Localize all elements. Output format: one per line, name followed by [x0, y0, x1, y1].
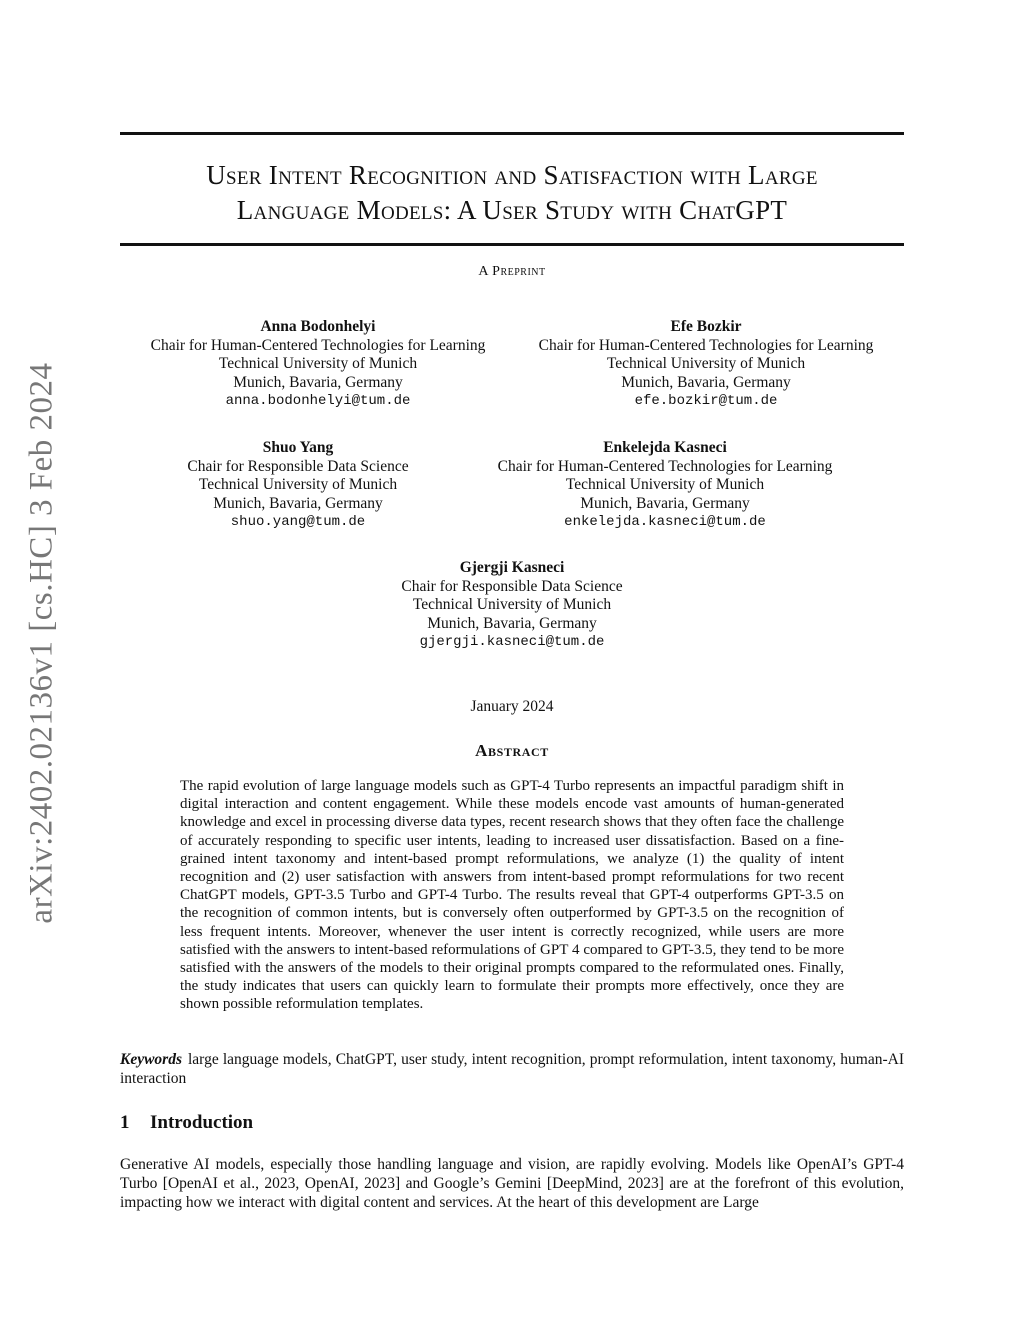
author-email: shuo.yang@tum.de — [230, 514, 366, 530]
author-affiliation: Chair for Human-Centered Technologies for Learning — [150, 336, 486, 354]
author-institution: Technical University of Munich — [412, 596, 612, 613]
author-location: Munich, Bavaria, Germany — [427, 614, 597, 632]
author-name: Shuo Yang — [262, 439, 334, 456]
author-location: Munich, Bavaria, Germany — [213, 494, 383, 512]
author-location: Munich, Bavaria, Germany — [580, 494, 750, 512]
author-institution: Technical University of Munich — [198, 476, 398, 493]
author-email: gjergji.kasneci@tum.de — [419, 634, 605, 650]
author-name: Anna Bodonhelyi — [260, 318, 376, 335]
keywords-text: large language models, ChatGPT, user study, intent recognition, prompt reformulation, intent taxonomy, human-AI interaction — [120, 1051, 904, 1087]
author-location: Munich, Bavaria, Germany — [621, 373, 791, 391]
introduction-text: Generative AI models, especially those handling language and vision, are rapidly evolving. Models like OpenAI’s GPT-4 Turbo [OpenAI et al., 2023, OpenAI, 2023] and Google’s Gemini [DeepMind, 2023] are at the forefront of this evolution, impacting how we interact with digital content and services. At the heart of this development are Large — [120, 1156, 904, 1211]
title-bottom-rule — [120, 243, 904, 246]
paper-title-line-2: Language Models: A User Study with ChatGPT — [236, 195, 788, 225]
author-institution: Technical University of Munich — [606, 355, 806, 372]
author-affiliation: Chair for Human-Centered Technologies for Learning — [538, 336, 874, 354]
author-location: Munich, Bavaria, Germany — [233, 373, 403, 391]
preprint-label: A Preprint — [478, 264, 546, 279]
author-affiliation: Chair for Responsible Data Science — [401, 577, 623, 595]
paper-title-line-1: User Intent Recognition and Satisfaction with Large — [206, 160, 818, 190]
author-email: efe.bozkir@tum.de — [634, 393, 778, 409]
section-title: Introduction — [150, 1112, 254, 1133]
keywords-label: Keywords — [120, 1051, 182, 1068]
author-name: Gjergji Kasneci — [459, 559, 565, 576]
abstract-text: The rapid evolution of large language models such as GPT-4 Turbo represents an impactful paradigm shift in digital interaction and content engagement. While these models encode vast amounts of human-generated knowledge and excel in processing diverse data types, recent research shows that they often face the challenge of accurately responding to specific user intents, leading to increased user dissatisfaction. Based on a fine-grained intent taxonomy and intent-based prompt reformulations, we analyze (1) the quality of intent recognition and (2) user satisfaction with answers from intent-based prompt reformulations for two recent ChatGPT models, GPT-3.5 Turbo and GPT-4 Turbo. The results reveal that GPT-4 outperforms GPT-3.5 on the recognition of common intents, but is conversely often outperformed by GPT-3.5 on the recognition of less frequent intents. Moreover, whenever the user intent is correctly recognized, while users are more satisfied with the answers to intent-based reformulations of GPT 4 compared to GPT-3.5, they tend to be more satisfied with the answers of the models to their original prompts compared to the reformulated ones. Finally, the study indicates that users can quickly learn to formulate their prompts more effectively, once they are shown possible reformulation templates. — [180, 778, 844, 1013]
section-heading — [120, 1112, 253, 1134]
title-top-rule — [120, 132, 904, 135]
author-block — [128, 318, 508, 411]
author-institution: Technical University of Munich — [218, 355, 418, 372]
keywords-paragraph — [120, 1050, 904, 1088]
author-block — [475, 439, 855, 532]
publication-date: January 2024 — [470, 698, 554, 715]
author-block — [516, 318, 896, 411]
author-affiliation: Chair for Human-Centered Technologies for Learning — [497, 457, 833, 475]
author-name: Enkelejda Kasneci — [603, 439, 727, 456]
paper-title — [120, 158, 904, 228]
author-affiliation: Chair for Responsible Data Science — [187, 457, 409, 475]
abstract-heading: Abstract — [475, 741, 549, 760]
author-block — [322, 559, 702, 652]
author-block — [108, 439, 488, 532]
author-name: Efe Bozkir — [670, 318, 742, 335]
author-email: anna.bodonhelyi@tum.de — [225, 393, 411, 409]
section-number: 1 — [120, 1112, 130, 1133]
arxiv-identifier-stamp: arXiv:2402.02136v1 [cs.HC] 3 Feb 2024 — [23, 362, 60, 924]
author-institution: Technical University of Munich — [565, 476, 765, 493]
author-email: enkelejda.kasneci@tum.de — [564, 514, 766, 530]
